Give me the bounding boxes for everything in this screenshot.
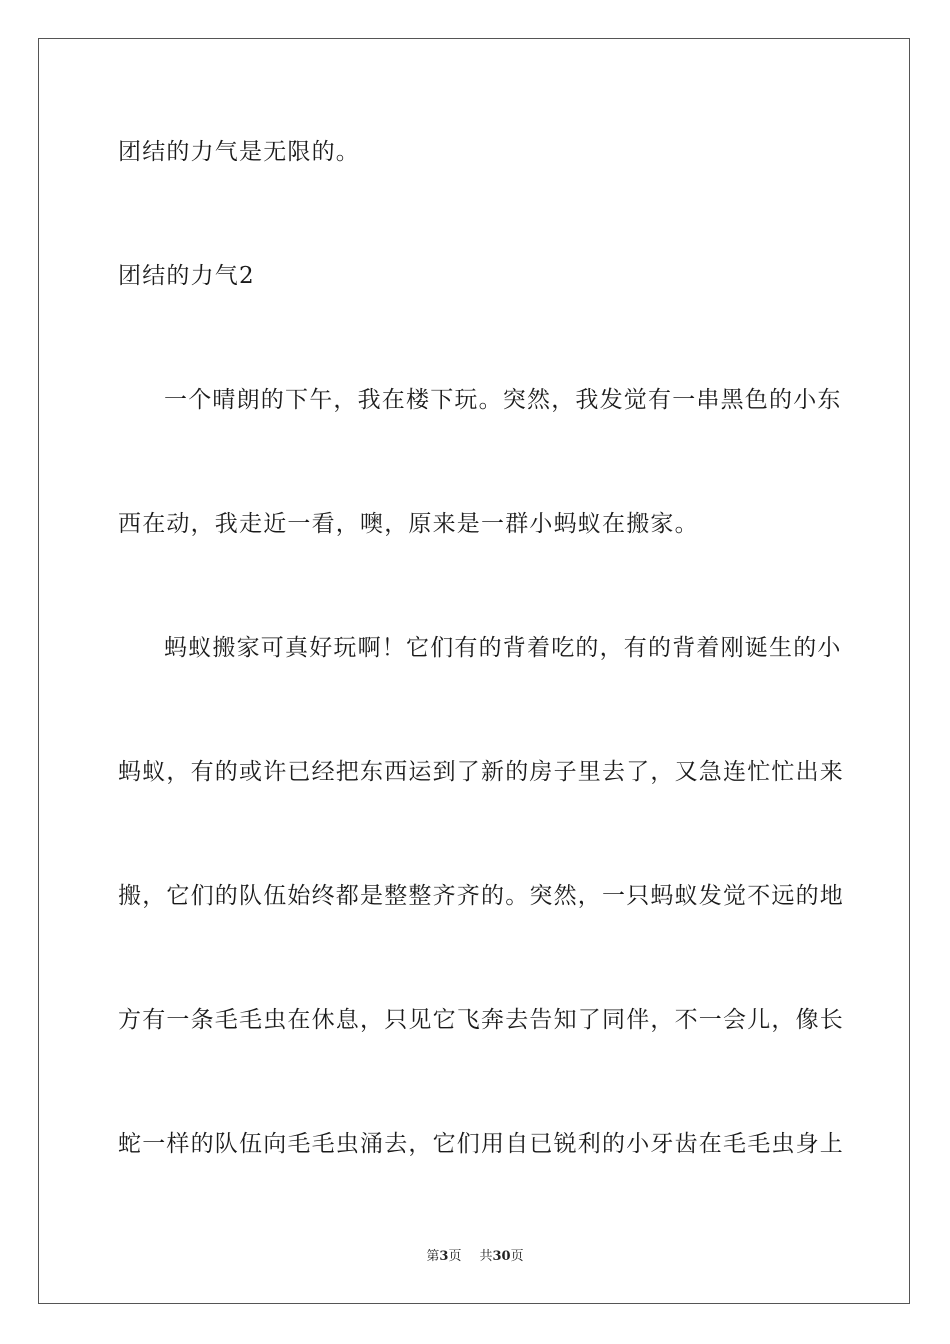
total-prefix: 共 [479,1249,493,1264]
page-number: 3 [439,1249,449,1264]
paragraph-line: 蚂蚁搬家可真好玩啊！它们有的背着吃的，有的背着刚诞生的小 [164,635,842,661]
page-prefix: 第 [426,1249,440,1264]
paragraph-line: 蚂蚁，有的或许已经把东西运到了新的房子里去了，又急连忙忙出来 [118,759,844,785]
paragraph-line: 一个晴朗的下午，我在楼下玩。突然，我发觉有一串黑色的小东 [164,387,842,413]
paragraph-line: 搬，它们的队伍始终都是整整齐齐的。突然，一只蚂蚁发觉不远的地 [118,883,844,909]
text-line: 团结的力气是无限的。 [118,139,360,165]
page-footer [0,1249,950,1265]
total-suffix: 页 [510,1249,524,1264]
section-heading: 团结的力气2 [118,263,255,289]
total-pages: 30 [492,1249,511,1264]
paragraph-line: 蛇一样的队伍向毛毛虫涌去，它们用自已锐利的小牙齿在毛毛虫身上 [118,1131,844,1157]
paragraph-line: 西在动，我走近一看，噢，原来是一群小蚂蚁在搬家。 [118,511,699,537]
page-suffix: 页 [448,1249,462,1264]
paragraph-line: 方有一条毛毛虫在休息，只见它飞奔去告知了同伴，不一会儿，像长 [118,1007,844,1033]
page-border [38,38,910,1304]
